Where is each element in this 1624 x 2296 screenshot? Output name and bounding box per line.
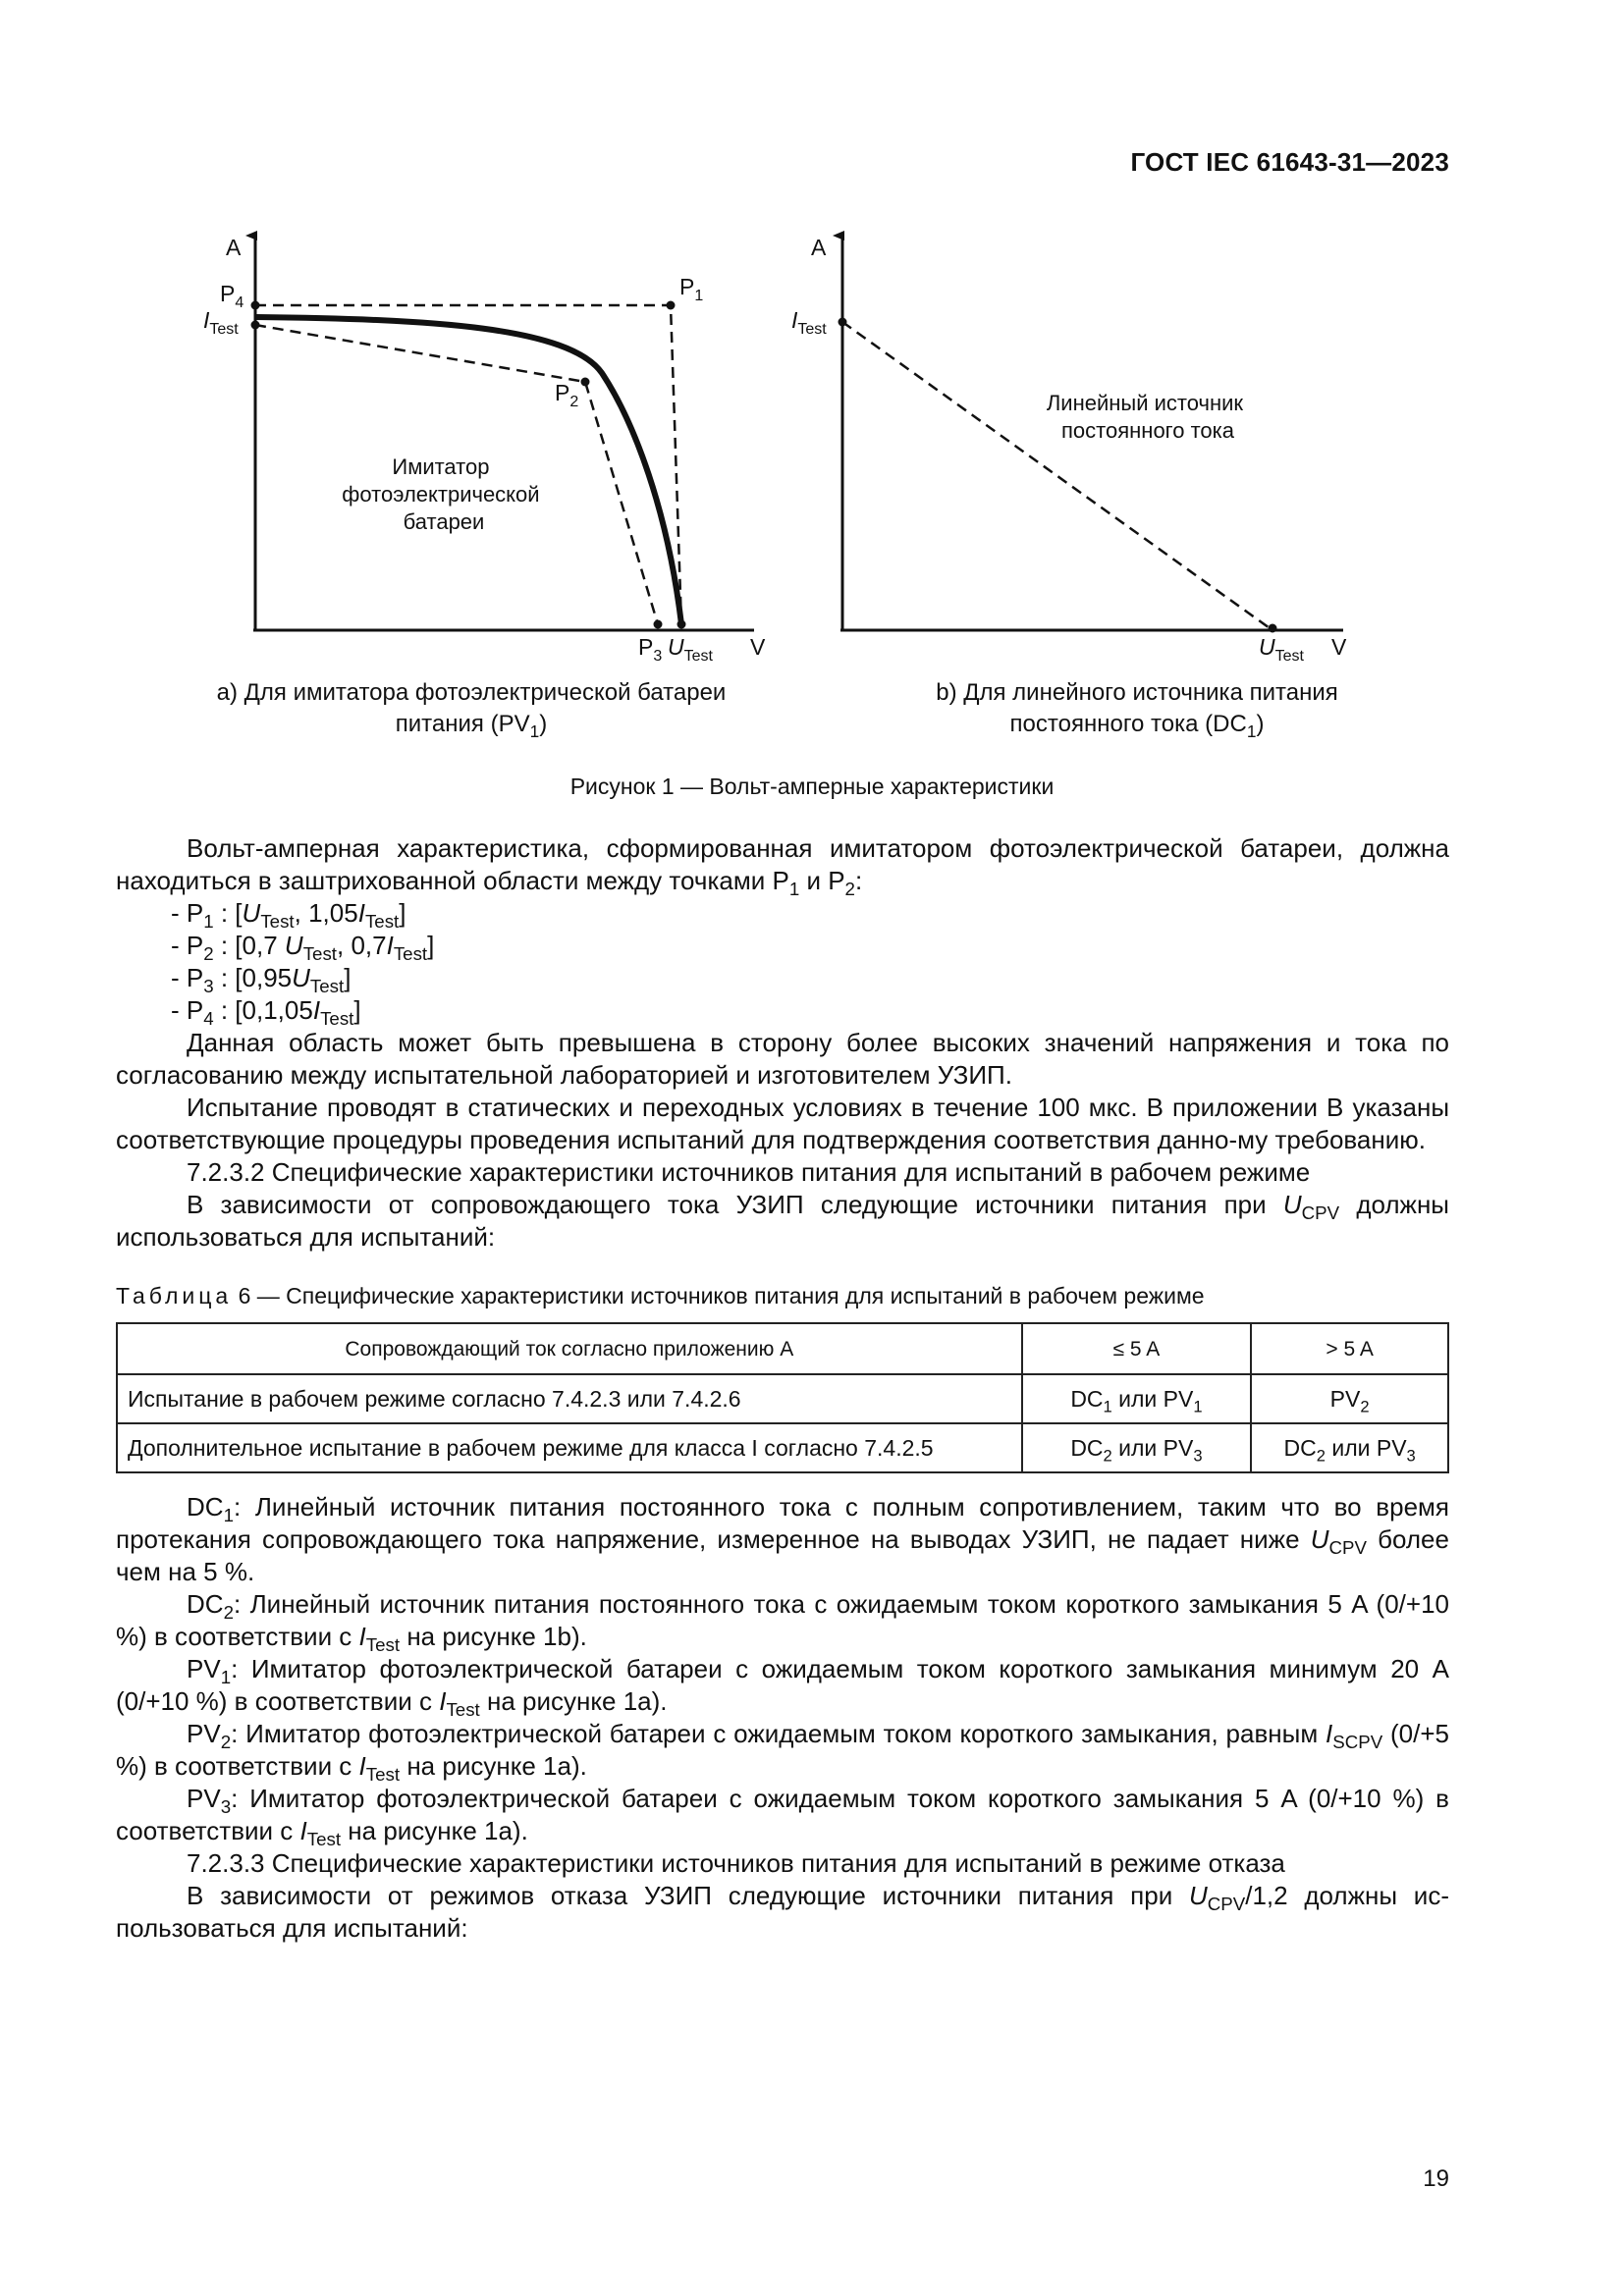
figure-1 (0, 0, 1624, 805)
caption-a: a) Для имитатора фотоэлектрической батареи питания $(PV_1)$ (216, 679, 727, 741)
table-cell: $DC_2$ или $PV_3$ (1251, 1423, 1448, 1472)
table-cell: Дополнительное испытание в рабочем режиме для класса I согласно 7.4.2.5 (117, 1423, 1022, 1472)
a-point-p4 (251, 301, 260, 310)
b-region-label: Линейный источник постоянного тока (1046, 391, 1244, 443)
diagram-a (203, 235, 766, 665)
page-number: 19 (1423, 2165, 1449, 2192)
caption-b: b) Для линейного источника питания постоянного тока $(DC_1)$ (936, 679, 1338, 741)
figure-caption: Рисунок 1 — Вольт-амперные характеристики (569, 774, 1055, 799)
a-label-p1: $P_1$ (679, 274, 704, 304)
list-item-p3: - $P_3$ : $[0,95U_{Test}]$ (171, 963, 352, 997)
definition-dc1: $DC_1$: Линейный источник питания постоянного тока с полным сопротивлением, таким что во время протекания сопровождающего тока напряжение, измеренное на выводах УЗИП, не падает ниже $U_{CPV}$ более чем на 5 %. (116, 1492, 1449, 1586)
a-label-p4: $P_4$ (220, 281, 244, 311)
b-axis-x-label: V (1331, 634, 1347, 660)
list-item-p4: - $P_4$ : $[0,1,05I_{Test}]$ (171, 995, 361, 1030)
a-label-p3: $P_3$ (638, 634, 663, 665)
a-region-label: Имитатор фотоэлектрической батареи (342, 454, 540, 534)
a-label-utest: $U_{Test}$ (668, 634, 713, 665)
table-header-row (117, 1323, 1448, 1374)
section-heading-7-2-3-3: 7.2.3.3 Специфические характеристики источников питания для испытаний в режиме отказа (187, 1848, 1285, 1878)
a-point-p2 (581, 378, 590, 387)
table-header-cell: ≤ 5 A (1022, 1323, 1252, 1374)
definition-pv2: $PV_2$: Имитатор фотоэлектрической батареи с ожидаемым током короткого замыкания, равным $I_{SCPV}$ (0/+5 %) в соответствии с $I_{Test}$ на рисунке 1а). (116, 1719, 1449, 1786)
diagram-b (791, 235, 1347, 665)
section-heading-7-2-3-2: 7.2.3.2 Специфические характеристики источников питания для испытаний в рабочем режиме (187, 1157, 1311, 1187)
body-text (116, 832, 1449, 1945)
definition-pv1: $PV_1$: Имитатор фотоэлектрической батареи с ожидаемым током короткого замыкания минимум 20 A (0/+10 %) в соответствии с $I_{Test}$ на рисунке 1а). (116, 1654, 1449, 1721)
paragraph-test-conditions: Испытание проводят в статических и переходных условиях в течение 100 мкс. В приложении В указаны соответствующие процедуры проведения испытаний для подтверждения соответствия данно-му требованию. (116, 1093, 1449, 1154)
a-axis-x-label: V (750, 634, 766, 660)
table-header-cell: > 5 A (1251, 1323, 1448, 1374)
list-item-p1: - $P_1$ : [$U_{Test}$, $1,05I_{Test}$] (171, 898, 406, 933)
table-cell: $PV_2$ (1251, 1374, 1448, 1423)
b-axis-y-label: A (811, 235, 827, 260)
table-row (117, 1423, 1448, 1472)
b-point-utest (1269, 624, 1277, 633)
a-axis-y-label: A (226, 235, 242, 260)
a-point-p1 (667, 301, 676, 310)
paragraph-sources-operating: В зависимости от сопровождающего тока УЗИП следующие источники питания при $U_{CPV}$ должны использоваться для испытаний: (116, 1190, 1449, 1252)
a-label-p2: $P_2$ (555, 380, 579, 410)
a-point-utest (677, 620, 686, 629)
definition-pv3: $PV_3$: Имитатор фотоэлектрической батареи с ожидаемым током короткого замыкания 5 A (0/+10 %) в соответствии с $I_{Test}$ на рисунке 1а). (116, 1784, 1449, 1850)
table-cell: $DC_1$ или $PV_1$ (1022, 1374, 1252, 1423)
b-label-itest: $I_{Test}$ (791, 307, 827, 338)
table-cell: $DC_2$ или $PV_3$ (1022, 1423, 1252, 1472)
paragraph-sources-failure: В зависимости от режимов отказа УЗИП следующие источники питания при $U_{CPV}/1,2$ должны ис-пользоваться для испытаний: (116, 1881, 1449, 1943)
paragraph-exceed: Данная область может быть превышена в сторону более высоких значений напряжения и тока по согласованию между испытательной лабораторией и изготовителем УЗИП. (116, 1028, 1449, 1090)
b-dc-line (842, 322, 1272, 630)
table-header-cell: Сопровождающий ток согласно приложению А (117, 1323, 1022, 1374)
definition-dc2: $DC_2$: Линейный источник питания постоянного тока с ожидаемым током короткого замыкания 5 A (0/+10 %) в соответствии с $I_{Test}$ на рисунке 1b). (116, 1589, 1449, 1656)
a-point-p3 (654, 620, 663, 629)
b-label-utest: $U_{Test}$ (1259, 634, 1304, 665)
a-label-itest: $I_{Test}$ (203, 307, 239, 338)
list-item-p2: - $P_2$ : [0,7 $U_{Test}$, $0,7I_{Test}$] (171, 931, 435, 965)
standard-code: ГОСТ IEC 61643-31—2023 (1130, 147, 1449, 177)
table-row (117, 1374, 1448, 1423)
table-6 (116, 1322, 1449, 1473)
table-cell: Испытание в рабочем режиме согласно 7.4.2.3 или 7.4.2.6 (117, 1374, 1022, 1423)
table-title: Таблица 6 — Специфические характеристики источников питания для испытаний в рабочем режиме (116, 1283, 1205, 1308)
a-point-itest (251, 321, 260, 330)
b-point-itest (839, 318, 847, 327)
paragraph-vac: Вольт-амперная характеристика, сформированная имитатором фотоэлектрической батареи, должна находиться в заштрихованной области между точками $P_1$ и $P_2$: (116, 833, 1449, 900)
